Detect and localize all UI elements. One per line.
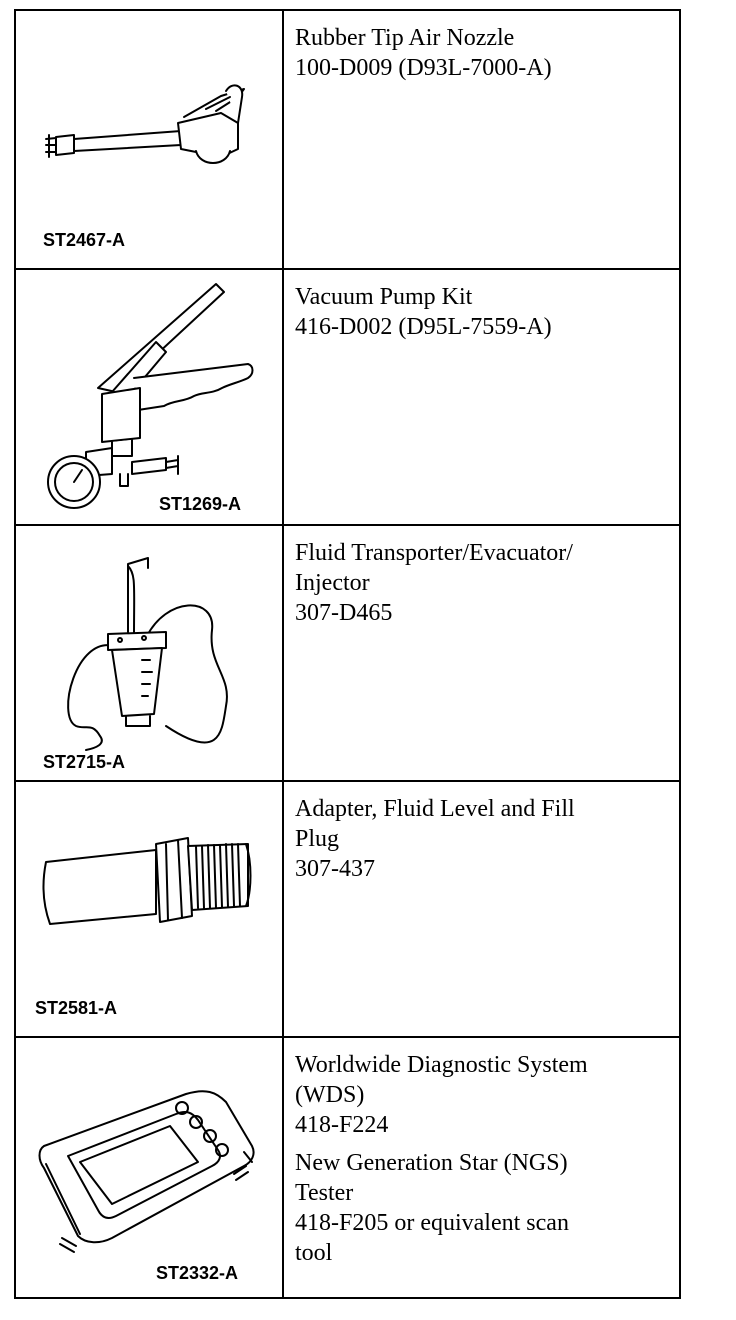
tool-description-cell [284,526,679,780]
tool-name: Fluid Transporter/Evacuator/ [295,540,573,566]
figure-code: ST2715-A [43,752,126,772]
tool-illustration-cell [16,11,284,268]
fluid-evacuator-icon [16,526,282,780]
tool-illustration-cell [16,270,284,524]
figure-code: ST2332-A [156,1263,239,1283]
tool-name-cont: Plug [295,826,340,852]
tool-illustration-cell [16,1038,284,1297]
tool-name-cont: Injector [295,570,370,596]
tool-description-cell [284,270,679,524]
tool-part-number: 416-D002 (D95L-7559-A) [295,314,552,340]
special-tools-table [14,9,681,1299]
tool-row-fluid-evacuator [16,526,679,782]
alt-tool-name: New Generation Star (NGS) [295,1150,568,1176]
tool-illustration-cell [16,782,284,1036]
tool-description-cell [284,11,679,268]
tool-part-number: 100-D009 (D93L-7000-A) [295,55,552,81]
tool-illustration-cell [16,526,284,780]
tool-name-cont: (WDS) [295,1082,365,1108]
tool-name: Rubber Tip Air Nozzle [295,25,515,51]
figure-code: ST2581-A [35,998,118,1018]
tool-row-air-nozzle [16,11,679,270]
tool-row-fill-plug-adapter [16,782,679,1038]
alt-tool-name-cont: Tester [295,1180,354,1206]
tool-name: Adapter, Fluid Level and Fill [295,796,575,822]
tool-name: Vacuum Pump Kit [295,284,473,310]
tool-row-scan-tool [16,1038,679,1297]
vacuum-pump-icon [16,270,282,524]
figure-code: ST1269-A [159,494,242,514]
alt-tool-part-number-cont: tool [295,1240,333,1266]
tool-part-number: 307-437 [295,856,375,882]
tool-part-number: 307-D465 [295,600,393,626]
alt-tool-part-number: 418-F205 or equivalent scan [295,1210,569,1236]
tool-name: Worldwide Diagnostic System [295,1052,588,1078]
figure-code: ST2467-A [43,230,126,250]
tool-description-cell [284,782,679,1036]
scan-tool-icon [16,1038,282,1295]
tool-row-vacuum-pump [16,270,679,526]
tool-description-cell [284,1038,679,1297]
tool-part-number: 418-F224 [295,1112,389,1138]
